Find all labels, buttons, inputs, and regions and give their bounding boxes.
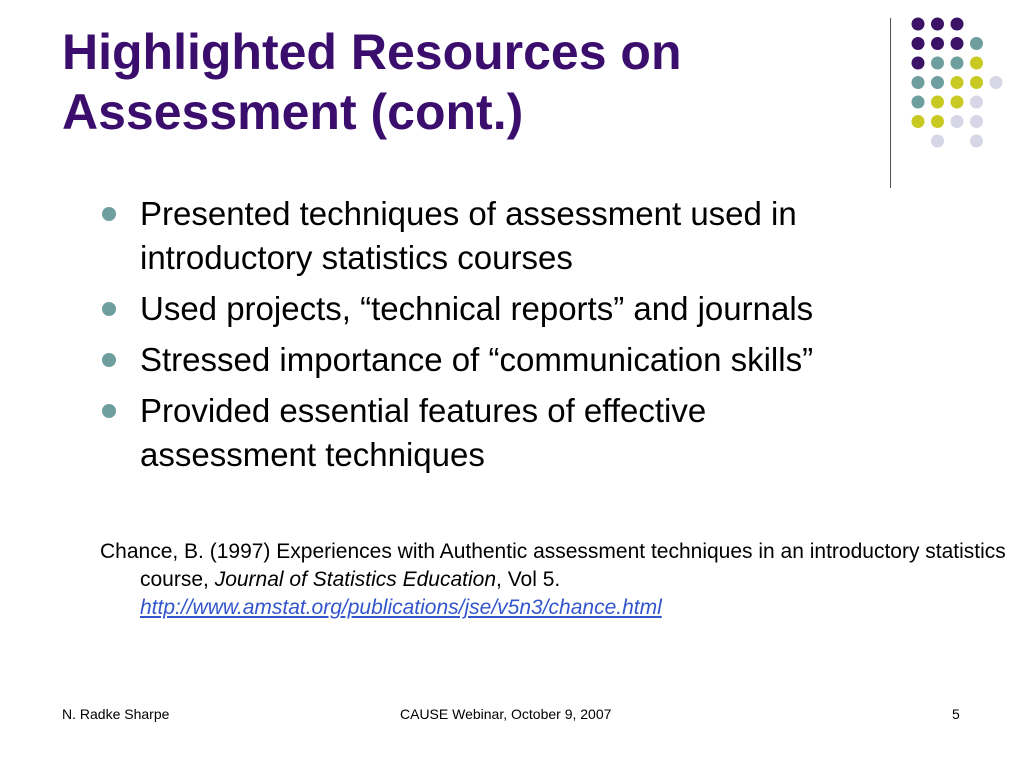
bullet-list bbox=[100, 192, 1000, 484]
reference-text: Chance, B. (1997) Experiences with Authentic assessment techniques in an introductory statistics course, bbox=[100, 540, 1006, 591]
decorative-dot-yellow bbox=[931, 96, 944, 109]
bullet-text-line: Stressed importance of “communication skills” bbox=[140, 341, 814, 378]
slide-title-line-2: Assessment (cont.) bbox=[62, 84, 524, 140]
bullet-item bbox=[100, 287, 1000, 331]
footer-event: CAUSE Webinar, October 9, 2007 bbox=[400, 706, 612, 722]
bullet-text-line: Provided essential features of effective bbox=[140, 392, 707, 429]
slide-title-line-1: Highlighted Resources on bbox=[62, 24, 682, 80]
decorative-dot-teal bbox=[912, 96, 925, 109]
decorative-dot-purple bbox=[912, 37, 925, 50]
decorative-dot-purple bbox=[912, 57, 925, 70]
decorative-dot-purple bbox=[951, 18, 964, 31]
decorative-dot-yellow bbox=[931, 115, 944, 128]
reference-volume: , Vol 5. bbox=[496, 568, 561, 591]
decorative-dot-lavender bbox=[931, 135, 944, 148]
bullet-item bbox=[100, 338, 1000, 382]
decorative-dot-teal bbox=[951, 57, 964, 70]
bullet-dot-icon bbox=[102, 404, 116, 418]
decorative-dot-yellow bbox=[912, 115, 925, 128]
decorative-dot-lavender bbox=[970, 96, 983, 109]
bullet-text-line: assessment techniques bbox=[140, 436, 485, 473]
bullet-text-line: Presented techniques of assessment used in bbox=[140, 195, 797, 232]
bullet-text-line: introductory statistics courses bbox=[140, 239, 573, 276]
bullet-item bbox=[100, 389, 1000, 477]
decorative-dot-yellow bbox=[951, 96, 964, 109]
decorative-dot-lavender bbox=[970, 135, 983, 148]
bullet-dot-icon bbox=[102, 207, 116, 221]
decorative-dot-lavender bbox=[951, 115, 964, 128]
decorative-dot-yellow bbox=[970, 76, 983, 89]
decorative-dot-lavender bbox=[990, 76, 1003, 89]
bullet-dot-icon bbox=[102, 353, 116, 367]
decorative-dot-lavender bbox=[970, 115, 983, 128]
decorative-dot-purple bbox=[931, 37, 944, 50]
bullet-text-line: Used projects, “technical reports” and journals bbox=[140, 290, 814, 327]
decorative-dot-teal bbox=[931, 76, 944, 89]
reference-journal: Journal of Statistics Education bbox=[214, 568, 497, 591]
dot-grid-decoration bbox=[0, 0, 1024, 200]
decorative-dot-purple bbox=[931, 18, 944, 31]
decorative-dot-purple bbox=[951, 37, 964, 50]
bullet-dot-icon bbox=[102, 302, 116, 316]
footer-author: N. Radke Sharpe bbox=[62, 706, 170, 722]
page-number: 5 bbox=[952, 706, 960, 722]
reference-link[interactable]: http://www.amstat.org/publications/jse/v5n3/chance.html bbox=[140, 596, 662, 619]
decorative-dot-teal bbox=[931, 57, 944, 70]
decorative-dot-yellow bbox=[970, 57, 983, 70]
divider-line bbox=[890, 18, 891, 188]
decorative-dot-teal bbox=[912, 76, 925, 89]
decorative-dot-purple bbox=[912, 18, 925, 31]
decorative-dot-yellow bbox=[951, 76, 964, 89]
reference-citation bbox=[100, 538, 1020, 622]
decorative-dot-teal bbox=[970, 37, 983, 50]
bullet-item bbox=[100, 192, 1000, 280]
